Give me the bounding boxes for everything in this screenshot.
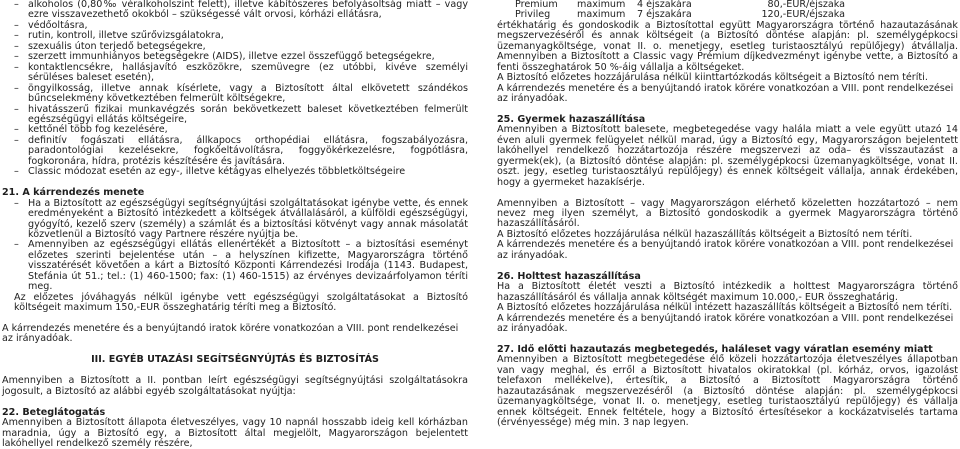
section-heading-21: 21. A kárrendezés menete bbox=[2, 187, 145, 199]
list-item: – szerzett immunhiányos betegségekre (AIDS), illetve ezzel összefüggő betegségekre, bbox=[2, 52, 468, 62]
rate-name: Premium bbox=[515, 0, 558, 10]
rate-amount: 120,-EUR/éjszaka bbox=[761, 9, 845, 21]
left-column bbox=[2, 0, 468, 449]
section-heading-27: 27. Idő előtti hazautazás megbetegedés, haláleset vagy váratlan esemény miatt bbox=[497, 343, 933, 355]
claims-note: A kárrendezés menetére és a benyújtandó iratok körére vonatkozóan a VIII. pont rendelkezései az irányadóak. bbox=[497, 312, 954, 334]
list-item: – szexuális úton terjedő betegségekre, bbox=[2, 42, 468, 52]
rate-name: Privileg bbox=[515, 9, 551, 21]
section-27-text: Amennyiben a Biztosított megbetegedése élő közeli hozzátartozója életveszélyes állapotban van vagy meghal, és erről a Biztosított hivatalos okiratokkal (pl. kórház, orvos, igazolást telefaxon mellékelve), értesítik, a Biztosító a Biztosított Magyarországra történő hazautazásának megszervezéséről (a Biztosító döntése alapján: pl. személygépkocsi üzemanyagköltsége, vonat II. o. menetjegy, esetleg turistaosztályú repülőjegy) és vállalja ennek költségeit. Ennek feltétele, hogy a Biztosító értesítésekor a kockázatviselés tartama (érvényessége) még min. 3 nap legyen. bbox=[497, 354, 958, 429]
list-item: – Amennyiben az egészségügyi ellátás ellenértékét a Biztosított – a biztosítási eseményt előzetes szerinti bejelentése után – a helyszínen kifizette, Magyarországra történő visszatérését követően a kárt a Biztosító Központi Kárrendezési Irodája (1143. Budapest, Stefánia út 51.; tel.: (1) 460-1500; fax: (1) 460-1515) az érvényes devizaárfolyamon téríti meg. bbox=[2, 240, 468, 292]
rate-nights: 4 éjszakára bbox=[637, 0, 692, 10]
section-25-text: Amennyiben a Biztosított balesete, megbetegedése vagy halála miatt a vele együtt utazó 14 éven aluli gyermek felügyelet nélkül marad, úgy a Biztosító egy, Magyarországon bejelentett lakóhellyel rendelkező hozzátartozója részére megszervezi az oda– és visszautazást a gyermek(ek), (a Biztosító döntése alapján: pl. személygépkocsi üzemanyagköltsége, vonat II. oszt. jegy, esetleg turistaosztályú repülőjegy) és ennek költségeit vállalja, annak érdekében, hogy a gyermeket hazakísérje. bbox=[497, 124, 958, 188]
visit-paragraph: értékhatárig és gondoskodik a Biztosítottal együtt Magyarországra történő hazautazásának megszervezéséről és annak költségeit (a Biztosító döntése alapján: pl. személygépkocsi üzemanyagköltsége, vonat II. o. menetjegy, esetleg turistaosztályú repülőjegy) átvállalja. Amennyiben a Biztosított a Classic vagy Prémium díjkedvezményt igénybe vette, a Biztosító a fenti összeghatárok 50 %-áig vállalja a költségeket. bbox=[497, 19, 958, 73]
right-column bbox=[497, 0, 958, 429]
section-22-text: Amennyiben a Biztosított állapota életveszélyes, vagy 10 napnál hosszabb ideig kell kórházban maradnia, úgy a Biztosító egy, a Biztosított által megjelölt, Magyarországon bejelentett lakóhellyel rendelkező személy részére, bbox=[2, 417, 468, 449]
section-heading-22: 22. Beteglátogatás bbox=[2, 406, 106, 418]
approval-note: A Biztosító előzetes hozzájárulása nélkül kiinttartózkodás költségeit a Biztosító nem téríti. bbox=[497, 72, 928, 84]
part-heading: III. EGYÉB UTAZÁSI SEGÍTSÉGNYÚJTÁS ÉS BIZTOSÍTÁS bbox=[91, 354, 379, 366]
claims-note: A kárrendezés menetére és a benyújtandó iratok körére vonatkozóan a VIII. pont rendelkezései az irányadóak. bbox=[2, 323, 459, 345]
limit-paragraph: Az előzetes jóváhagyás nélkül igénybe vett egészségügyi szolgáltatásokat a Biztosító költségeit maximum 150,-EUR összeghatárig téríti meg a Biztosító. bbox=[14, 291, 468, 314]
approval-note: A Biztosító előzetes hozzájárulása nélkül hazaszállítás költségeit a Biztosító nem téríti. bbox=[497, 228, 913, 240]
section-heading-26: 26. Holttest hazaszállítása bbox=[497, 270, 641, 282]
claims-note: A kárrendezés menetére és a benyújtandó iratok körére vonatkozóan a VIII. pont rendelkezései az irányadóak. bbox=[497, 239, 954, 261]
rate-row bbox=[497, 0, 958, 10]
exclusions-list bbox=[2, 0, 468, 178]
rate-nights: 7 éjszakára bbox=[637, 9, 692, 21]
part-intro: Amennyiben a Biztosított a II. pontban leírt egészségügyi segítségnyújtási szolgáltatásokra jogosult, a Biztosító az alábbi egyéb szolgáltatásokat nyújtja: bbox=[2, 375, 468, 397]
list-item: – öngyilkosság, illetve annak kísérlete, vagy a Biztosított által elkövetett szándékos bűncselekmény következtében felmerült költségekre, bbox=[2, 84, 468, 105]
list-item: – Classic módozat esetén az egy-, illetve kétágyas elhelyezés többletköltségeire bbox=[2, 167, 468, 177]
rate-label: maximum bbox=[577, 0, 626, 10]
list-item: – alkoholos (0,80‰ véralkoholszint felett), illetve kábítószeres befolyásoltság miatt – vagy ezre visszavezethető okokból – szükségessé vált orvosi, kórházi ellátásra, bbox=[2, 0, 468, 21]
approval-note: A Biztosító előzetes hozzájárulása nélkül intézett hazaszállítás költségeit a Biztosító nem téríti. bbox=[497, 302, 953, 314]
section-25-text-2: Amennyiben a Biztosított – vagy Magyarországon elérhető közeletten hozzátartozó – nem nevez meg ilyen személyt, a Biztosító gondoskodik a gyermek Magyarországra történő hazaszállításáról. bbox=[497, 197, 958, 230]
list-item: – védőoltásra, bbox=[2, 21, 468, 31]
list-item: – rutin, kontroll, illetve szűrővizsgálatokra, bbox=[2, 31, 468, 41]
section-heading-25: 25. Gyermek hazaszállítása bbox=[497, 113, 646, 125]
list-item: – definitív fogászati ellátásra, állkapocs orthopédiai ellátásra, fogszabályozásra, paradontológiai kezelésekre, fogkőeltávolításra, foggyökérkezelésre, fogpótlásra, fogkoronára, hídra, protézis készítésére és javítására. bbox=[2, 136, 468, 167]
list-item: – kontaktlencsékre, hallásjavító eszközökre, szemüvegre (ez utóbbi, kivéve személyi sérüléses baleset esetén), bbox=[2, 63, 468, 84]
list-item: – Ha a Biztosított az egészségügyi segítségnyújtási szolgáltatásokat igénybe vette, és ennek eredményeként a Biztosító intézkedett a költségek átvállalásáról, a külföldi egészségügyi, gyógyító, kezelő szerv (személy) a számlát és a biztosítási kötvényt vagy annak másolatát közvetlenül a Biztosító vagy Partnere részére nyújtja be. bbox=[2, 199, 468, 241]
list-item: – hivatásszerű fizikai munkavégzés során bekövetkezett baleset következtében felmerült egészségügyi ellátás költségeire, bbox=[2, 105, 468, 126]
section-26-text: Ha a Biztosított életét veszti a Biztosító intézkedik a holttest Magyarországra történő hazaszállításáról és vállalja annak költségét maximum 10.000,- EUR összeghatárig. bbox=[497, 281, 958, 303]
rate-label: maximum bbox=[577, 9, 626, 21]
claims-note: A kárrendezés menetére és a benyújtandó iratok körére vonatkozóan a VIII. pont rendelkezései az irányadóak. bbox=[497, 82, 954, 105]
rate-amount: 80,-EUR/éjszaka bbox=[767, 0, 845, 10]
list-item: – kettőnél több fog kezelésére, bbox=[2, 125, 468, 135]
